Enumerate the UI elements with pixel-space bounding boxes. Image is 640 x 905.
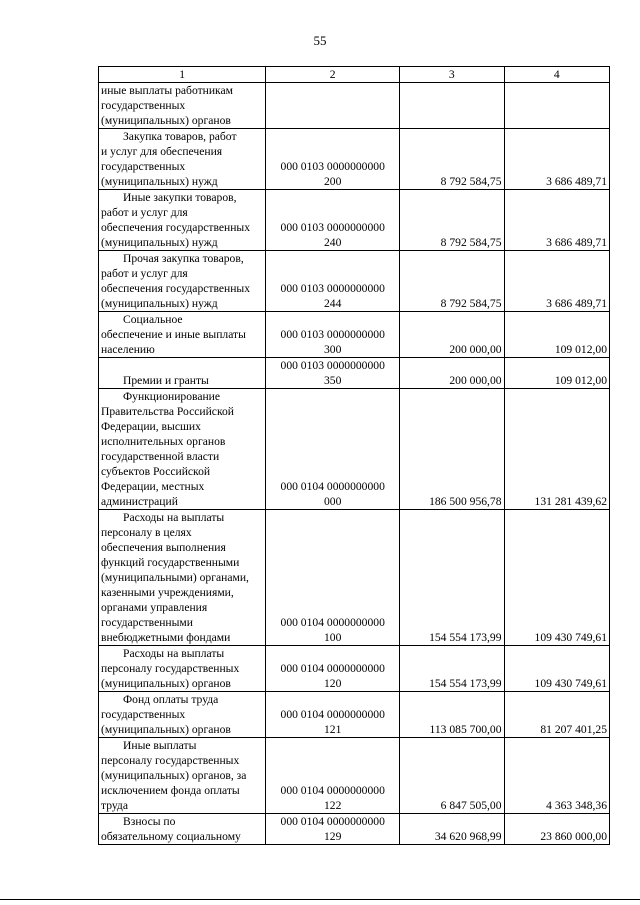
row-name [99,814,266,845]
table-row [99,646,610,692]
row-name-text: Закупка товаров, работ и услуг для обеспечения государственных (муниципальных) нужд [101,130,237,188]
row-col4-value: 3 686 489,71 [504,251,609,312]
bottom-divider [0,899,640,900]
row-col4-value [504,83,609,129]
row-code: 000 0103 0000000000 300 [266,312,400,358]
table-row [99,358,610,389]
row-col3-value: 6 847 505,00 [400,738,504,814]
row-col3-value: 8 792 584,75 [400,190,504,251]
table-body [99,83,610,845]
table-row [99,814,610,845]
row-name-text: Прочая закупка товаров, работ и услуг для обеспечения государственных (муниципальных) нужд [101,252,251,310]
row-name-text: Расходы на выплаты персоналу в целях обеспечения выполнения функций государственными (муниципальными) органами, казенными учреждениями, органами управления государственными внебюджетными фондами [101,511,249,644]
row-name-text: Взносы по обязательному социальному [101,815,241,843]
table-row [99,190,610,251]
table-row [99,510,610,646]
row-name [99,646,266,692]
row-col3-value: 200 000,00 [400,312,504,358]
table-row [99,692,610,738]
row-col3-value: 8 792 584,75 [400,251,504,312]
row-name [99,738,266,814]
row-name-text: Расходы на выплаты персоналу государственных (муниципальных) органов [101,647,240,690]
table-row [99,312,610,358]
row-name-text: Иные выплаты персоналу государственных (муниципальных) органов, за исключением фонда оплаты труда [101,739,247,812]
row-col4-value: 109 012,00 [504,312,609,358]
row-name-text: Социальное обеспечение и иные выплаты населению [101,313,246,356]
row-code: 000 0104 0000000000 120 [266,646,400,692]
header-col-1: 1 [99,67,266,83]
row-code: 000 0104 0000000000 122 [266,738,400,814]
row-name-text: Фонд оплаты труда государственных (муниципальных) органов [101,693,231,736]
budget-table [98,66,610,845]
table-row [99,738,610,814]
row-col4-value: 3 686 489,71 [504,190,609,251]
row-col4-value: 23 860 000,00 [504,814,609,845]
row-col3-value: 200 000,00 [400,358,504,389]
row-name [99,129,266,190]
row-name [99,190,266,251]
row-col4-value: 109 430 749,61 [504,510,609,646]
row-col3-value [400,83,504,129]
row-col3-value: 154 554 173,99 [400,510,504,646]
page-number: 55 [313,33,327,48]
row-name [99,692,266,738]
table-row [99,83,610,129]
row-col3-value: 113 085 700,00 [400,692,504,738]
row-col3-value: 154 554 173,99 [400,646,504,692]
row-code [266,83,400,129]
row-col3-value: 8 792 584,75 [400,129,504,190]
row-name [99,358,266,389]
row-code: 000 0104 0000000000 121 [266,692,400,738]
row-col4-value: 4 363 348,36 [504,738,609,814]
row-name-text: Функционирование Правительства Российской Федерации, высших исполнительных органов государственной власти субъектов Российской Федерации, местных администраций [101,390,234,508]
row-col4-value: 109 012,00 [504,358,609,389]
row-code: 000 0103 0000000000 244 [266,251,400,312]
row-name-text: иные выплаты работникам государственных (муниципальных) органов [101,84,233,127]
table-header-row [99,67,610,83]
row-col3-value: 34 620 968,99 [400,814,504,845]
header-col-3: 3 [400,67,504,83]
row-name [99,389,266,510]
header-col-2: 2 [266,67,400,83]
row-name [99,251,266,312]
row-col3-value: 186 500 956,78 [400,389,504,510]
header-col-4: 4 [504,67,609,83]
table-row [99,129,610,190]
row-code: 000 0103 0000000000 240 [266,190,400,251]
row-col4-value: 109 430 749,61 [504,646,609,692]
row-code: 000 0103 0000000000 200 [266,129,400,190]
row-name-text: Иные закупки товаров, работ и услуг для обеспечения государственных (муниципальных) нужд [101,191,251,249]
row-name [99,312,266,358]
row-name-text: Премии и гранты [123,374,209,387]
row-code: 000 0103 0000000000 350 [266,358,400,389]
row-name [99,510,266,646]
table-row [99,389,610,510]
row-col4-value: 81 207 401,25 [504,692,609,738]
table-row [99,251,610,312]
row-name [99,83,266,129]
row-code: 000 0104 0000000000 129 [266,814,400,845]
row-code: 000 0104 0000000000 100 [266,510,400,646]
row-col4-value: 3 686 489,71 [504,129,609,190]
row-code: 000 0104 0000000000 000 [266,389,400,510]
row-col4-value: 131 281 439,62 [504,389,609,510]
